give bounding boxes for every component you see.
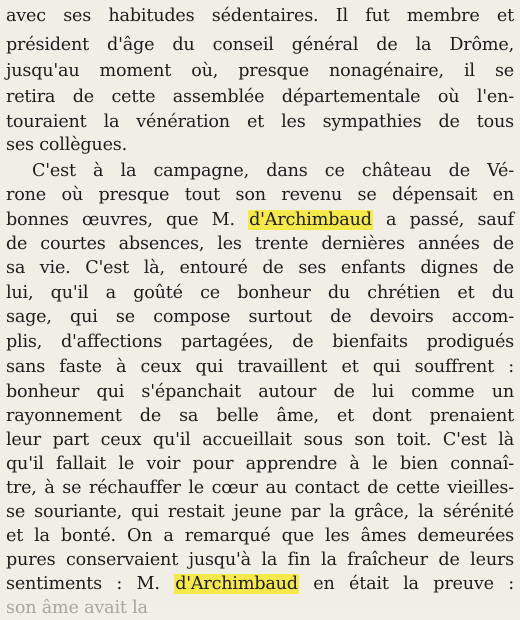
text-segment: a passé, sauf [386, 210, 514, 230]
text-segment: en était la preuve : [313, 574, 514, 594]
text-line: rayonnement de sa belle âme, et dont prenaient [6, 406, 514, 426]
text-line-with-highlight [6, 208, 514, 232]
paragraph-start-line: C'est à la campagne, dans ce château de Vé- [32, 161, 514, 181]
highlighted-name: d'Archimbaud [175, 574, 298, 594]
cut-off-text-line: son âme avait la [6, 598, 148, 618]
text-line: et la bonté. On a remarqué que les âmes demeurées [6, 526, 514, 546]
text-segment: sentiments : M. [6, 574, 160, 594]
text-line: sans faste à ceux qui travaillent et qui souffrent : [6, 357, 514, 377]
highlighted-name: d'Archimbaud [249, 210, 372, 230]
text-line: leur part ceux qu'il accueillait sous son toit. C'est là [6, 430, 514, 450]
text-segment: bonnes œuvres, que M. [6, 210, 235, 230]
text-line: qu'il fallait le voir pour apprendre à le bien connaî- [6, 454, 514, 474]
text-line: bonheur qui s'épanchait autour de lui comme un [6, 382, 514, 402]
text-line: pures conservaient jusqu'à la fin la fraîcheur de leurs [6, 550, 514, 570]
text-line: ses collègues. [6, 135, 128, 155]
text-line: jusqu'au moment où, presque nonagénaire, il se [6, 61, 514, 81]
text-line: tre, à se réchauffer le cœur au contact de cette vieilles- [6, 478, 514, 498]
text-line: touraient la vénération et les sympathies de tous [6, 112, 514, 132]
text-line: plis, d'affections partagées, de bienfaits prodigués [6, 332, 514, 352]
text-line: se souriante, qui restait jeune par la grâce, la sérénité [6, 502, 514, 522]
text-line: de courtes absences, les trente dernières années de [6, 234, 514, 254]
text-line: lui, qu'il a goûté ce bonheur du chrétien et du [6, 283, 514, 303]
text-line: président d'âge du conseil général de la Drôme, [6, 35, 514, 55]
text-line: retira de cette assemblée départementale où l'en- [6, 87, 514, 107]
text-line: sage, qui se compose surtout de devoirs accom- [6, 307, 514, 327]
text-line-with-highlight [6, 572, 514, 596]
text-line: rone où presque tout son revenu se dépensait en [6, 185, 514, 205]
text-line: sa vie. C'est là, entouré de ses enfants dignes de [6, 258, 514, 278]
text-line: avec ses habitudes sédentaires. Il fut membre et [6, 6, 514, 26]
